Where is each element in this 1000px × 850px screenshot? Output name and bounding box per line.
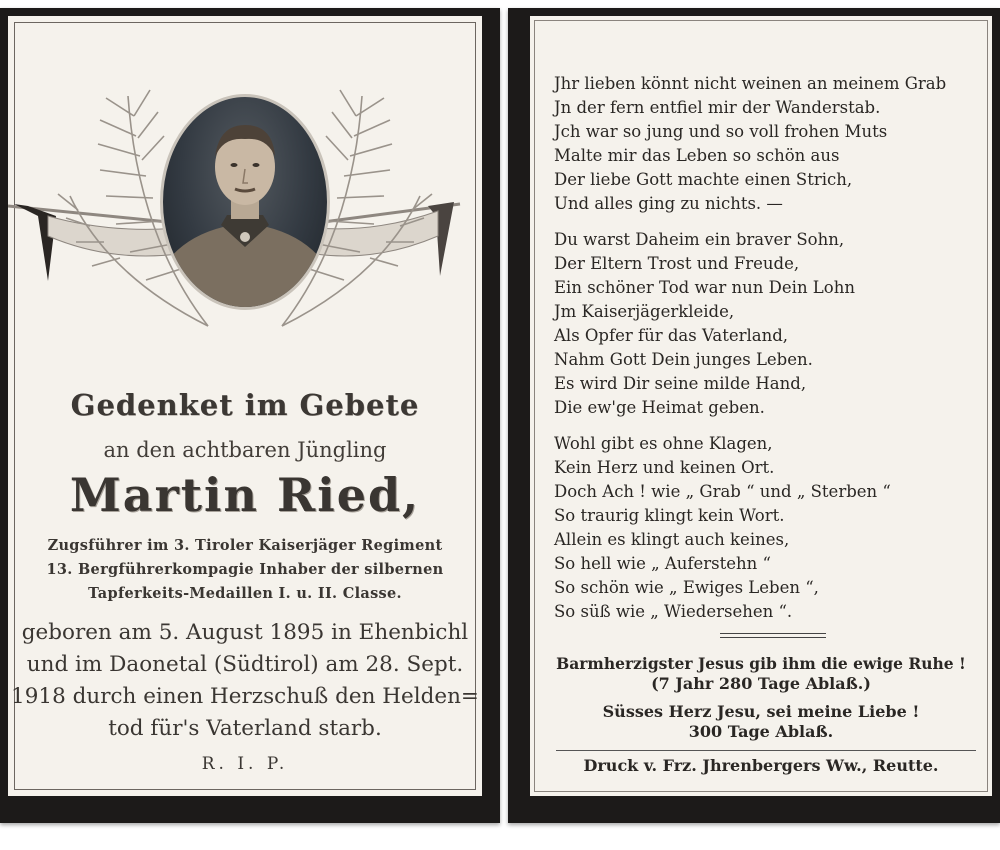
poem-line: Du warst Daheim ein braver Sohn, — [554, 230, 845, 249]
poem-line: Es wird Dir seine milde Hand, — [554, 374, 807, 393]
poem-line: Der liebe Gott machte einen Strich, — [554, 170, 853, 189]
poem-line: Der Eltern Trost und Freude, — [554, 254, 800, 273]
poem-line: Malte mir das Leben so schön aus — [554, 146, 840, 165]
prayer-line: Barmherzigster Jesus gib ihm die ewige Ruhe ! — [556, 654, 966, 673]
poem-line: Jch war so jung und so voll frohen Muts — [554, 122, 888, 141]
footer-divider — [556, 750, 976, 751]
poem-line: Kein Herz und keinen Ort. — [554, 458, 775, 477]
birth-death-line: tod für's Vaterland starb. — [108, 716, 382, 741]
rank-line: Zugsführer im 3. Tiroler Kaiserjäger Regiment — [47, 537, 443, 554]
poem-line: Die ew'ge Heimat geben. — [554, 398, 765, 417]
poem-line: So hell wie „ Auferstehn “ — [554, 554, 771, 573]
subheading: an den achtbaren Jüngling — [103, 438, 387, 462]
poem-line: So traurig klingt kein Wort. — [554, 506, 785, 525]
poem-line: Jm Kaiserjägerkleide, — [554, 302, 735, 321]
rip-text: R. I. P. — [201, 754, 289, 774]
divider-rule — [720, 633, 826, 634]
poem-line: Allein es klingt auch keines, — [554, 530, 790, 549]
poem-line: Ein schöner Tod war nun Dein Lohn — [554, 278, 855, 297]
memorial-card-front — [0, 8, 500, 823]
soldier-portrait-image — [163, 97, 327, 307]
deceased-name: Martin Ried, — [69, 468, 421, 522]
divider-rule — [720, 637, 826, 638]
poem-line: Und alles ging zu nichts. — — [554, 194, 783, 213]
card-front-panel — [8, 16, 482, 796]
poem-line: Wohl gibt es ohne Klagen, — [554, 434, 773, 453]
heading-remember-in-prayer: Gedenket im Gebete — [70, 388, 420, 422]
card-back-panel — [530, 16, 992, 796]
prayer-line: Süsses Herz Jesu, sei meine Liebe ! — [602, 702, 920, 721]
poem-line: Jhr lieben könnt nicht weinen an meinem Grab — [554, 74, 947, 93]
birth-death-line: und im Daonetal (Südtirol) am 28. Sept. — [26, 652, 464, 677]
rank-line: 13. Bergführerkompagie Inhaber der silbernen — [46, 561, 444, 578]
poem-line: So schön wie „ Ewiges Leben “, — [554, 578, 819, 597]
printer-credit: Druck v. Frz. Jhrenbergers Ww., Reutte. — [583, 756, 939, 775]
birth-death-line: 1918 durch einen Herzschuß den Helden= — [11, 684, 479, 709]
birth-death-line: geboren am 5. August 1895 in Ehenbichl — [21, 620, 469, 645]
poem-line: Als Opfer für das Vaterland, — [554, 326, 789, 345]
indulgence-line: (7 Jahr 280 Tage Ablaß.) — [651, 674, 871, 693]
poem-line: Jn der fern entfiel mir der Wanderstab. — [554, 98, 881, 117]
rank-line: Tapferkeits-Medaillen I. u. II. Classe. — [88, 585, 402, 602]
memorial-card-back — [508, 8, 1000, 823]
poem-line: Doch Ach ! wie „ Grab “ und „ Sterben “ — [554, 482, 891, 501]
portrait-photo — [160, 94, 330, 310]
indulgence-line: 300 Tage Ablaß. — [688, 722, 834, 741]
poem-line: Nahm Gott Dein junges Leben. — [554, 350, 813, 369]
poem-line: So süß wie „ Wiedersehen “. — [554, 602, 793, 621]
